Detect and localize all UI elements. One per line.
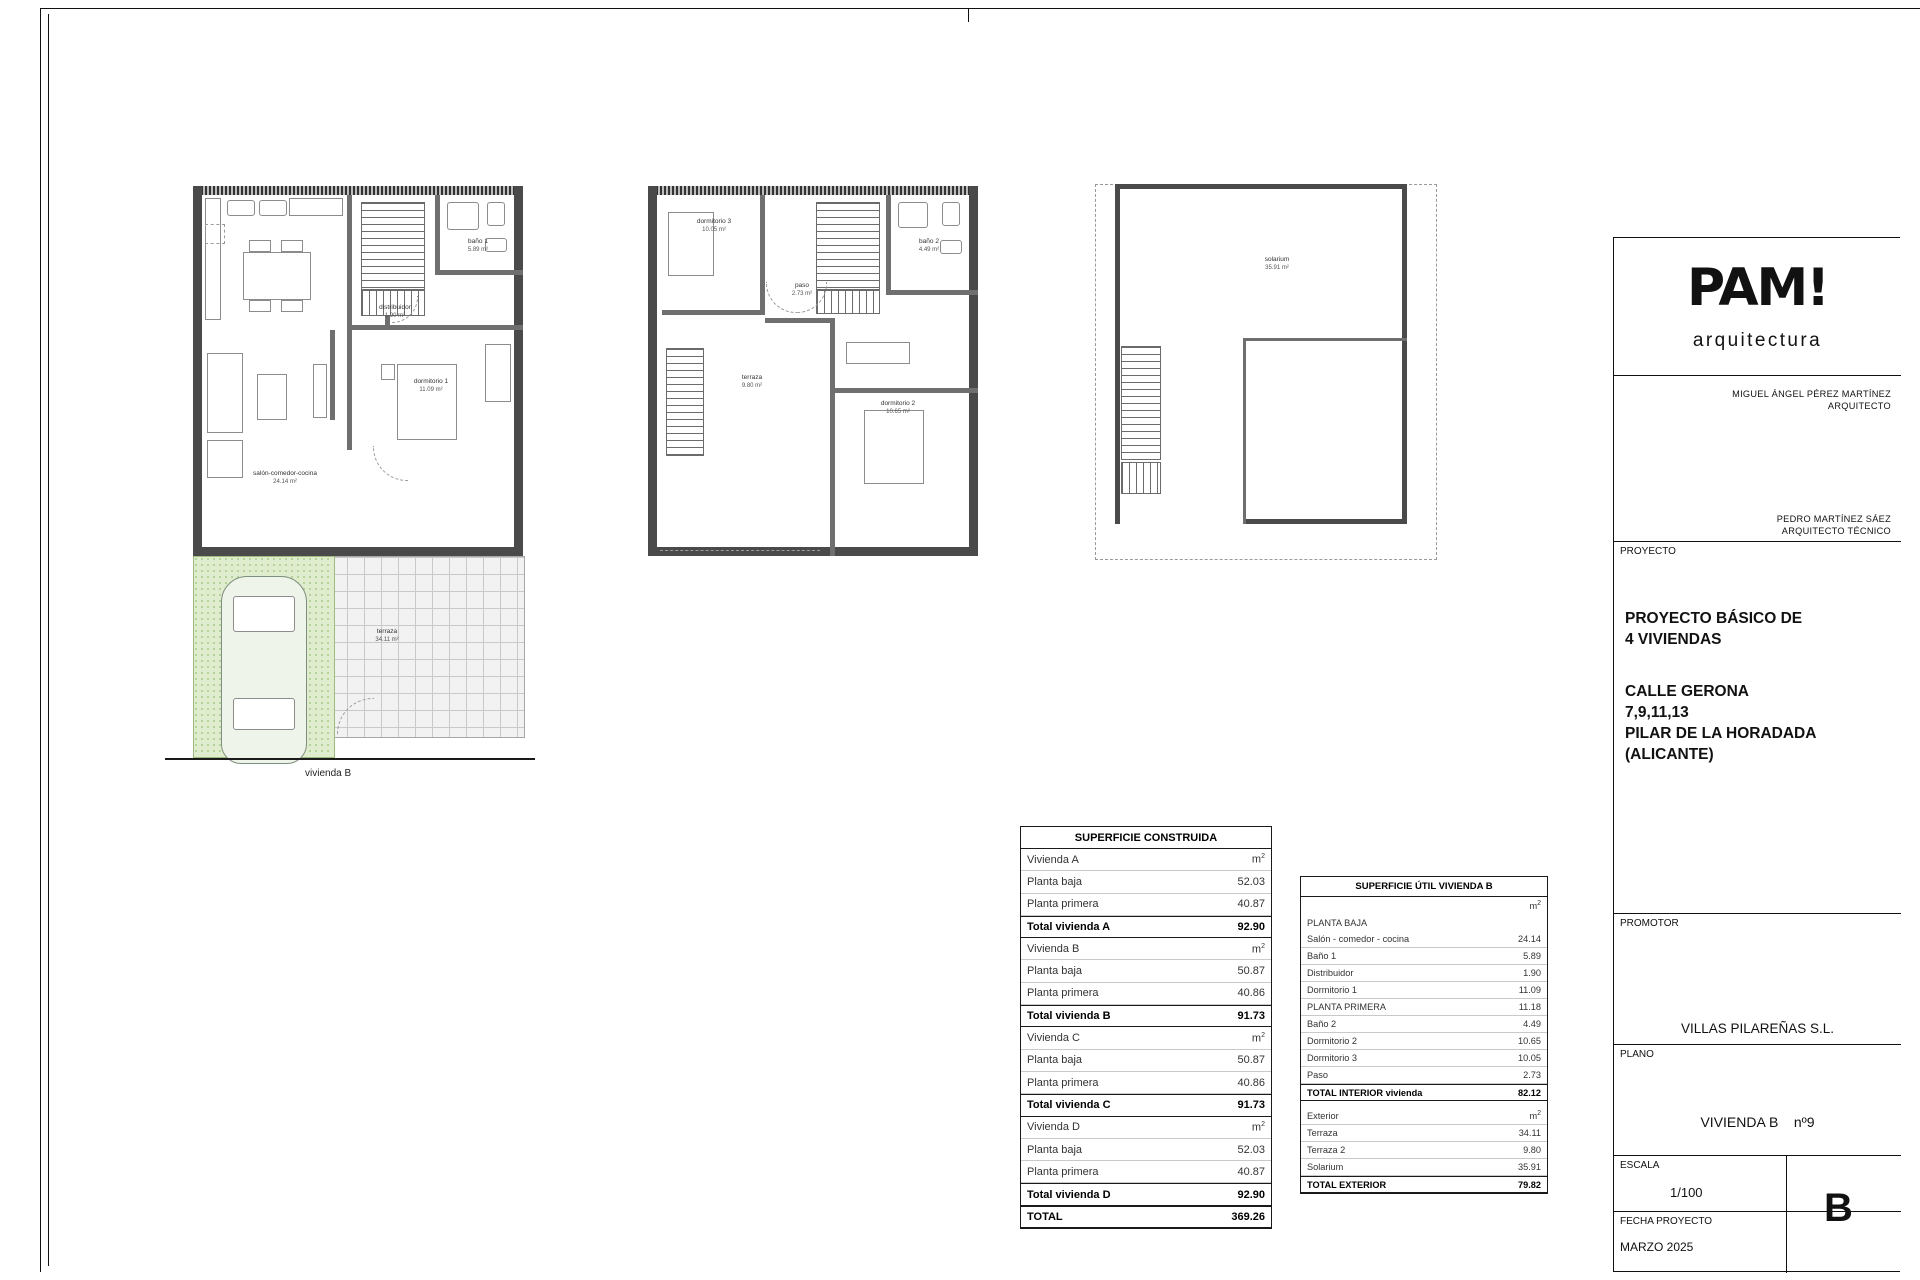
wardrobe bbox=[485, 344, 511, 402]
table-row-exterior-header bbox=[1301, 1108, 1547, 1125]
technical-architect-name: PEDRO MARTÍNEZ SÁEZ bbox=[1776, 514, 1891, 524]
wall-right bbox=[969, 186, 978, 556]
table-row bbox=[1021, 871, 1271, 893]
partition-bath bbox=[435, 195, 440, 275]
bed-double bbox=[397, 364, 457, 440]
table-row bbox=[1021, 1161, 1271, 1183]
coffee-table bbox=[257, 374, 287, 420]
row-label: PLANTA BAJA bbox=[1307, 917, 1368, 928]
row-label: Vivienda A bbox=[1027, 853, 1079, 866]
row-value: 34.11 bbox=[1518, 1128, 1541, 1138]
row-label: PLANTA PRIMERA bbox=[1307, 1002, 1386, 1012]
table-row bbox=[1301, 1125, 1547, 1142]
proyecto-label: PROYECTO bbox=[1620, 546, 1676, 557]
row-label: TOTAL EXTERIOR bbox=[1307, 1179, 1387, 1190]
row-value: 10.05 bbox=[1518, 1053, 1541, 1063]
door-swing-entry bbox=[373, 446, 408, 481]
plano-name bbox=[1614, 1114, 1901, 1130]
row-value: 5.89 bbox=[1523, 951, 1541, 961]
logo-pam-text: PAM! bbox=[1686, 258, 1829, 318]
row-label: Solarium bbox=[1307, 1162, 1344, 1172]
tv-unit bbox=[313, 364, 327, 418]
divider bbox=[1614, 913, 1901, 914]
divider bbox=[1614, 541, 1901, 542]
table-row bbox=[1301, 948, 1547, 965]
row-label: Total vivienda A bbox=[1027, 921, 1111, 934]
row-label: Dormitorio 3 bbox=[1307, 1053, 1358, 1063]
partition-bath2-bottom bbox=[886, 290, 978, 295]
solarium-wall-top bbox=[1115, 184, 1407, 189]
row-value: 40.86 bbox=[1237, 1076, 1265, 1089]
row-value: 50.87 bbox=[1237, 1054, 1265, 1067]
row-value: 91.73 bbox=[1237, 1010, 1265, 1023]
table-row bbox=[1021, 938, 1271, 960]
sheet-letter: B bbox=[1824, 1186, 1853, 1230]
table-row bbox=[1301, 1159, 1547, 1176]
divider bbox=[1614, 1155, 1901, 1156]
row-value: 11.09 bbox=[1518, 985, 1541, 995]
table-units-row bbox=[1301, 897, 1547, 914]
project-address-line2: 7,9,11,13 bbox=[1625, 704, 1689, 721]
terrace-edge-dashed bbox=[660, 540, 820, 551]
row-label: Exterior bbox=[1307, 1111, 1339, 1121]
table-row-total bbox=[1021, 1183, 1271, 1205]
bath-wc bbox=[487, 202, 505, 226]
table-row-total-interior bbox=[1301, 1084, 1547, 1101]
partition-terrace-right bbox=[830, 318, 835, 556]
room-label-dormitorio1: dormitorio 1 11.09 m² bbox=[413, 378, 449, 393]
bed-double-bed2 bbox=[864, 410, 924, 484]
table-row bbox=[1021, 1050, 1271, 1072]
room-label-bano1: baño 1 5.89 m² bbox=[467, 238, 489, 253]
plano-label: PLANO bbox=[1620, 1049, 1654, 1060]
dining-chair bbox=[281, 240, 303, 252]
row-label: Planta baja bbox=[1027, 965, 1083, 978]
row-label: TOTAL INTERIOR vivienda bbox=[1307, 1087, 1423, 1098]
architect-role: ARQUITECTO bbox=[1827, 401, 1891, 411]
table-row bbox=[1301, 1016, 1547, 1033]
divider bbox=[1614, 1211, 1901, 1212]
row-label: Planta baja bbox=[1027, 1054, 1083, 1067]
solarium-staircase bbox=[1121, 346, 1161, 460]
room-label-salon: salón-comedor-cocina 24.14 m² bbox=[253, 470, 317, 485]
row-value: 40.87 bbox=[1237, 898, 1265, 911]
row-label: Paso bbox=[1307, 1070, 1328, 1080]
table-row bbox=[1021, 894, 1271, 916]
sheet-top-tick bbox=[968, 8, 969, 22]
row-value: 369.26 bbox=[1231, 1210, 1265, 1223]
solarium-wall-left bbox=[1115, 184, 1120, 524]
room-label-terraza2: terraza 9.80 m² bbox=[741, 374, 763, 389]
partition-living-vert bbox=[330, 330, 335, 420]
dining-chair bbox=[249, 300, 271, 312]
kitchen-counter bbox=[205, 198, 221, 320]
staircase-upper bbox=[816, 202, 880, 290]
project-title-line2: 4 VIVIENDAS bbox=[1625, 631, 1722, 648]
bath-shower bbox=[447, 202, 479, 230]
project-address-line4: (ALICANTE) bbox=[1625, 746, 1714, 763]
escala-label: ESCALA bbox=[1620, 1160, 1660, 1171]
table-row bbox=[1301, 982, 1547, 999]
promotor-label: PROMOTOR bbox=[1620, 918, 1679, 929]
project-address-line1: CALLE GERONA bbox=[1625, 683, 1749, 700]
row-value: 82.12 bbox=[1518, 1087, 1541, 1098]
solarium-inner-top bbox=[1243, 338, 1407, 341]
solarium-stair-landing bbox=[1121, 462, 1161, 494]
plano-number-text: nº9 bbox=[1793, 1114, 1815, 1130]
car-windshield bbox=[233, 596, 295, 632]
table-header bbox=[1021, 827, 1271, 849]
table-title: SUPERFICIE CONSTRUIDA bbox=[1074, 831, 1218, 844]
partition-bedroom-left bbox=[347, 330, 352, 450]
plan-caption-vivienda-b: vivienda B bbox=[305, 768, 352, 779]
table-row bbox=[1021, 960, 1271, 982]
partition-paso bbox=[765, 318, 835, 323]
table-row bbox=[1301, 1050, 1547, 1067]
partition-bed3-bottom bbox=[662, 310, 765, 315]
kitchen-hob bbox=[259, 200, 287, 216]
row-value: 52.03 bbox=[1237, 1143, 1265, 1156]
table-row bbox=[1021, 983, 1271, 1005]
unit-label: $m^2$ bbox=[1529, 899, 1541, 912]
room-label-distribuidor: distribuidor 1.90 m² bbox=[379, 304, 411, 319]
escala-value: 1/100 bbox=[1670, 1185, 1703, 1200]
solarium-wall-bottom bbox=[1245, 519, 1407, 524]
table-row bbox=[1021, 1139, 1271, 1161]
row-label: Planta primera bbox=[1027, 1076, 1099, 1089]
staircase-terrace bbox=[666, 348, 704, 456]
room-label-bano2: baño 2 4.49 m² bbox=[918, 238, 940, 253]
row-label: Planta baja bbox=[1027, 1143, 1083, 1156]
project-title-line1: PROYECTO BÁSICO DE bbox=[1625, 610, 1803, 627]
table-section-planta-primera bbox=[1301, 999, 1547, 1016]
fecha-value: MARZO 2025 bbox=[1620, 1240, 1694, 1254]
first-floor-plan bbox=[640, 178, 985, 578]
table-superficie-construida bbox=[1020, 826, 1272, 1229]
room-label-terraza: terraza 34.11 m² bbox=[375, 628, 399, 643]
ground-baseline bbox=[165, 758, 535, 760]
wardrobe-bed2 bbox=[846, 342, 910, 364]
title-block bbox=[1613, 237, 1900, 1272]
promotor-name: VILLAS PILAREÑAS S.L. bbox=[1680, 1021, 1835, 1036]
table-row-total bbox=[1021, 1094, 1271, 1116]
divider bbox=[1614, 375, 1901, 376]
row-value: $m^2$ bbox=[1251, 942, 1265, 956]
row-value: 50.87 bbox=[1237, 965, 1265, 978]
row-value: 35.91 bbox=[1518, 1162, 1541, 1172]
row-value: $m^2$ bbox=[1251, 1031, 1265, 1045]
divider-vertical bbox=[1786, 1155, 1787, 1273]
row-value: 52.03 bbox=[1237, 875, 1265, 888]
row-value: 92.90 bbox=[1237, 921, 1265, 934]
row-label: Planta baja bbox=[1027, 875, 1083, 888]
room-label-solarium: solarium 35.91 m² bbox=[1264, 256, 1290, 271]
plano-name-text: VIVIENDA B bbox=[1700, 1114, 1779, 1130]
solarium-inner-left bbox=[1243, 338, 1246, 524]
row-label: Dormitorio 2 bbox=[1307, 1036, 1358, 1046]
sofa bbox=[207, 353, 243, 433]
kitchen-sink bbox=[227, 200, 255, 216]
partition-bed2-top bbox=[835, 388, 978, 393]
table-row-total bbox=[1021, 1005, 1271, 1027]
row-value: 1.90 bbox=[1523, 968, 1541, 978]
table-row bbox=[1021, 1072, 1271, 1094]
dining-table bbox=[243, 252, 311, 300]
technical-architect-role: ARQUITECTO TÉCNICO bbox=[1781, 526, 1891, 536]
row-label: Vivienda D bbox=[1027, 1121, 1080, 1134]
row-value: $m^2$ bbox=[1251, 853, 1265, 866]
partition-horizontal-mid bbox=[347, 325, 523, 330]
room-label-dormitorio3: dormitorio 3 10.05 m² bbox=[696, 218, 732, 233]
table-title: SUPERFICIE ÚTIL VIVIENDA B bbox=[1355, 881, 1493, 892]
table-row bbox=[1021, 1117, 1271, 1139]
partition-bath-bottom bbox=[435, 270, 523, 275]
roof-solarium-plan bbox=[1085, 178, 1455, 578]
row-label: Salón - comedor - cocina bbox=[1307, 934, 1410, 944]
bath2-wc bbox=[942, 202, 960, 226]
row-label: Total vivienda D bbox=[1027, 1188, 1111, 1201]
table-row bbox=[1301, 965, 1547, 982]
row-value: 9.80 bbox=[1523, 1145, 1541, 1155]
wall-top bbox=[648, 186, 978, 195]
table-row-total bbox=[1021, 916, 1271, 938]
table-superficie-util-vivienda-b bbox=[1300, 876, 1548, 1194]
staircase bbox=[361, 202, 425, 290]
partition-bath2-left bbox=[886, 195, 891, 295]
project-address-line3: PILAR DE LA HORADADA bbox=[1625, 725, 1817, 742]
table-header bbox=[1301, 877, 1547, 897]
row-label: Planta primera bbox=[1027, 987, 1099, 1000]
row-label: Total vivienda C bbox=[1027, 1099, 1111, 1112]
table-row bbox=[1021, 849, 1271, 871]
row-value: 40.87 bbox=[1237, 1165, 1265, 1178]
row-value: 11.18 bbox=[1518, 1002, 1541, 1012]
row-value: 92.90 bbox=[1237, 1188, 1265, 1201]
row-label: TOTAL bbox=[1027, 1210, 1063, 1223]
car-rear-window bbox=[233, 698, 295, 730]
fecha-label: FECHA PROYECTO bbox=[1620, 1216, 1713, 1227]
row-label: Planta primera bbox=[1027, 898, 1099, 911]
row-label: Baño 1 bbox=[1307, 951, 1337, 961]
table-section-planta-baja bbox=[1301, 914, 1547, 931]
wall-left bbox=[648, 186, 657, 556]
table-row bbox=[1301, 1067, 1547, 1084]
row-label: Baño 2 bbox=[1307, 1019, 1337, 1029]
wall-left bbox=[193, 186, 202, 556]
table-row bbox=[1301, 1033, 1547, 1050]
dining-chair bbox=[249, 240, 271, 252]
row-label: Terraza bbox=[1307, 1128, 1338, 1138]
dining-chair bbox=[281, 300, 303, 312]
row-label: Terraza 2 bbox=[1307, 1145, 1346, 1155]
table-spacer bbox=[1301, 1101, 1547, 1108]
row-label: Planta primera bbox=[1027, 1165, 1099, 1178]
partition-vertical-mid bbox=[347, 195, 352, 325]
table-row bbox=[1021, 1027, 1271, 1049]
divider bbox=[1614, 1044, 1901, 1045]
row-value: 40.86 bbox=[1237, 987, 1265, 1000]
table-row bbox=[1301, 931, 1547, 948]
room-label-dormitorio2: dormitorio 2 10.65 m² bbox=[880, 400, 916, 415]
table-row bbox=[1301, 1142, 1547, 1159]
row-value: 91.73 bbox=[1237, 1099, 1265, 1112]
architect-name: MIGUEL ÁNGEL PÉREZ MARTÍNEZ bbox=[1732, 389, 1891, 399]
table-row-total-exterior bbox=[1301, 1176, 1547, 1193]
row-value: 2.73 bbox=[1523, 1070, 1541, 1080]
kitchen-upper-cabinet bbox=[289, 198, 343, 216]
row-label: Dormitorio 1 bbox=[1307, 985, 1358, 995]
ground-floor-plan bbox=[185, 178, 530, 798]
wall-bottom bbox=[193, 547, 523, 556]
row-value: 10.65 bbox=[1518, 1036, 1541, 1046]
row-label: Total vivienda B bbox=[1027, 1010, 1111, 1023]
partition-bed3-right bbox=[760, 195, 765, 315]
solarium-wall-right bbox=[1402, 184, 1407, 524]
row-value: $m^2$ bbox=[1251, 1120, 1265, 1134]
row-label: Distribuidor bbox=[1307, 968, 1354, 978]
row-value: 24.14 bbox=[1518, 934, 1541, 944]
logo-arquitectura-text: arquitectura bbox=[1692, 330, 1823, 351]
row-label: Vivienda B bbox=[1027, 942, 1080, 955]
row-value: 79.82 bbox=[1518, 1179, 1541, 1190]
kitchen-island-dashed bbox=[205, 224, 225, 244]
row-label: Vivienda C bbox=[1027, 1032, 1080, 1045]
bath2-shower bbox=[898, 202, 928, 228]
logo-area bbox=[1614, 238, 1901, 375]
room-label-paso: paso 2.73 m² bbox=[791, 282, 813, 297]
row-value: $m^2$ bbox=[1529, 1110, 1541, 1122]
row-value: 4.49 bbox=[1523, 1019, 1541, 1029]
wall-top bbox=[193, 186, 523, 195]
wall-right bbox=[514, 186, 523, 556]
table-row-grand-total bbox=[1021, 1206, 1271, 1228]
